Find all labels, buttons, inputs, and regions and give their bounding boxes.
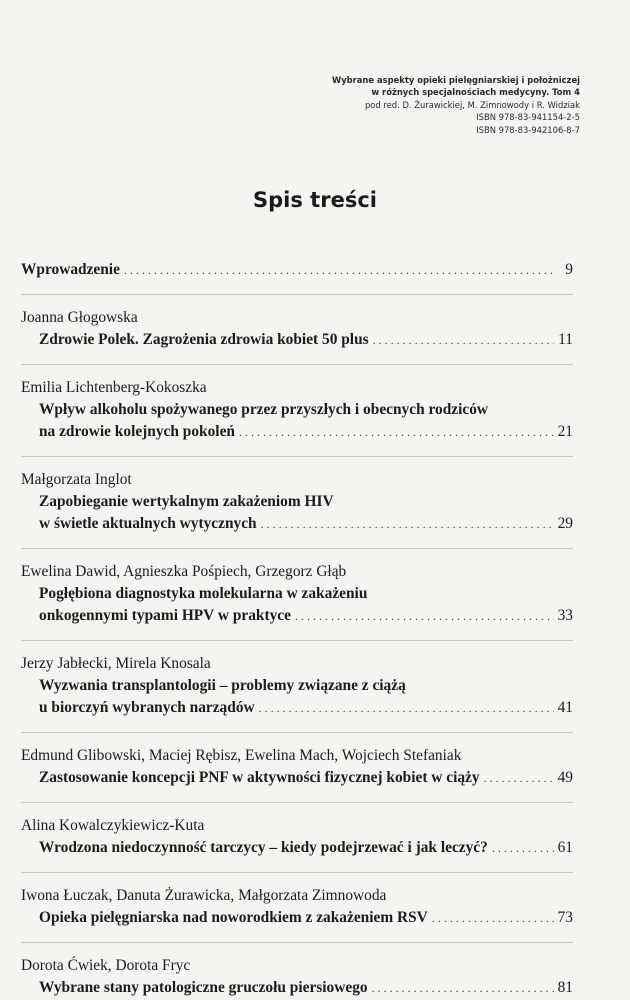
header-title-line-1: Wybrane aspekty opieki pielęgniarskiej i położniczej: [331, 75, 580, 85]
toc-entry-title: Zapobieganie wertykalnym zakażeniom HIV: [39, 493, 334, 510]
toc-entry: [21, 885, 573, 929]
leader-dots: [432, 907, 554, 929]
toc-entry: [21, 561, 573, 627]
leader-dots: [261, 513, 554, 535]
divider: [21, 456, 573, 457]
toc-line: [21, 605, 573, 627]
page-number: 73: [557, 909, 573, 926]
header-isbn-2: ISBN 978-83-942106-8-7: [476, 124, 580, 135]
divider: [21, 364, 573, 365]
leader-dots: [295, 605, 554, 627]
divider: [21, 548, 573, 549]
toc-line: [21, 977, 573, 999]
book-header: [332, 74, 580, 136]
toc-line: [21, 697, 573, 719]
divider: [21, 802, 573, 803]
toc-line: [21, 421, 573, 443]
toc-entry-intro: [21, 259, 573, 281]
toc-line: [21, 837, 573, 859]
toc-entry: [21, 653, 573, 719]
table-of-contents: [21, 259, 573, 999]
toc-entries: [21, 294, 573, 999]
header-isbn-1: ISBN 978-83-941154-2-5: [476, 112, 580, 123]
page-number: 33: [557, 607, 573, 624]
leader-dots: [484, 767, 554, 789]
toc-entry-authors: Emilia Lichtenberg-Kokoszka: [21, 379, 207, 396]
page-title: Spis treści: [253, 188, 377, 212]
divider: [21, 942, 573, 943]
page-number: 9: [565, 261, 573, 278]
toc-entry-title: Wpływ alkoholu spożywanego przez przyszłych i obecnych rodziców: [39, 401, 489, 418]
leader-dots: [373, 329, 555, 351]
leader-dots: [239, 421, 554, 443]
toc-entry-title: Wrodzona niedoczynność tarczycy – kiedy podejrzewać i jak leczyć?: [39, 839, 488, 856]
toc-entry-authors: Edmund Glibowski, Maciej Rębisz, Ewelina Mach, Wojciech Stefaniak: [21, 747, 462, 764]
toc-entry-title: Opieka pielęgniarska nad noworodkiem z zakażeniem RSV: [39, 909, 428, 926]
divider: [21, 732, 573, 733]
toc-entry-authors: Iwona Łuczak, Danuta Żurawicka, Małgorzata Zimnowoda: [21, 887, 387, 904]
toc-entry-title: Wyzwania transplantologii – problemy związane z ciążą: [39, 677, 406, 694]
leader-dots: [124, 259, 555, 281]
toc-intro-label: Wprowadzenie: [21, 261, 120, 278]
header-editors: pod red. D. Żurawickiej, M. Zimnowody i R. Widziak: [364, 99, 580, 110]
page-number: 11: [558, 331, 573, 348]
toc-entry-authors: Joanna Głogowska: [21, 309, 138, 326]
toc-entry-title: w świetle aktualnych wytycznych: [39, 515, 257, 532]
page-number: 41: [557, 699, 573, 716]
toc-entry-authors: Alina Kowalczykiewicz-Kuta: [21, 817, 205, 834]
toc-entry: [21, 307, 573, 351]
toc-entry: [21, 745, 573, 789]
page-number: 61: [557, 839, 573, 856]
toc-entry-title: Wybrane stany patologiczne gruczołu piersiowego: [39, 979, 368, 996]
toc-entry-authors: Małgorzata Inglot: [21, 471, 132, 488]
toc-entry: [21, 377, 573, 443]
toc-entry-title: Zdrowie Polek. Zagrożenia zdrowia kobiet 50 plus: [39, 331, 369, 348]
toc-entry: [21, 955, 573, 999]
toc-line: [21, 767, 573, 789]
header-title-line-2: w różnych specjalnościach medycyny. Tom 4: [371, 87, 580, 98]
leader-dots: [372, 977, 554, 999]
toc-entry-title: Pogłębiona diagnostyka molekularna w zakażeniu: [39, 585, 368, 602]
leader-dots: [259, 697, 554, 719]
toc-entry-title: u biorczyń wybranych narządów: [39, 699, 255, 716]
toc-entry-authors: Dorota Ćwiek, Dorota Fryc: [21, 957, 191, 974]
page-number: 21: [557, 423, 573, 440]
divider: [21, 872, 573, 873]
toc-entry-title: Zastosowanie koncepcji PNF w aktywności fizycznej kobiet w ciąży: [39, 769, 480, 786]
page-number: 81: [557, 979, 573, 996]
toc-entry-authors: Jerzy Jabłecki, Mirela Knosala: [21, 655, 211, 672]
toc-entry-title: na zdrowie kolejnych pokoleń: [39, 423, 235, 440]
toc-line: [21, 907, 573, 929]
leader-dots: [492, 837, 554, 859]
toc-line: [21, 259, 573, 281]
toc-entry-title: onkogennymi typami HPV w praktyce: [39, 607, 291, 624]
toc-entry: [21, 815, 573, 859]
toc-line: [21, 329, 573, 351]
divider: [21, 640, 573, 641]
page-number: 49: [557, 769, 573, 786]
toc-entry: [21, 469, 573, 535]
page-number: 29: [557, 515, 573, 532]
toc-line: [21, 513, 573, 535]
toc-entry-authors: Ewelina Dawid, Agnieszka Pośpiech, Grzegorz Głąb: [21, 563, 347, 580]
divider: [21, 294, 573, 295]
